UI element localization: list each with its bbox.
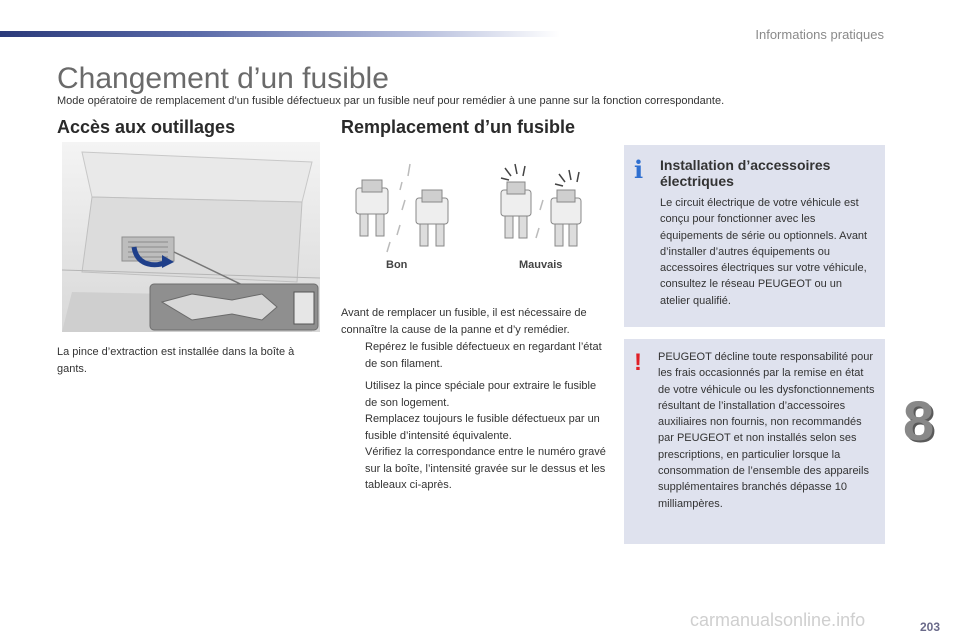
info-box-text: Le circuit électrique de votre véhicule est conçu pour fonctionner avec les équipements de série ou optionnels. Avant d’installer d’autres équipements ou accessoires électriques sur votre véhicule, consultez le réseau PEUGEOT ou un atelier qualifié.: [660, 197, 868, 307]
info-box-title: Installation d’accessoires électriques: [660, 157, 831, 189]
fuse-replacement-heading: Remplacement d’un fusible: [341, 117, 576, 137]
procedure-step-text: Utilisez la pince spéciale pour extraire le fusible de son logement.: [365, 380, 597, 409]
tools-caption: La pince d’extraction est installée dans la boîte à gants.: [57, 346, 295, 375]
tools-access-heading: Accès aux outillages: [57, 117, 236, 137]
procedure-step-text: Remplacez toujours le fusible défectueux par un fusible d’intensité équivalente.: [365, 413, 600, 442]
chapter-number: 8: [903, 389, 935, 452]
bullet-icon: [341, 444, 365, 494]
procedure-step: [341, 411, 606, 444]
page-number: 203: [919, 620, 940, 634]
glovebox-illustration: [62, 142, 320, 332]
info-icon: i: [634, 155, 644, 184]
page-subtitle: Mode opératoire de remplacement d’un fusible défectueux par un fusible neuf pour remédier à une panne sur la fonction correspondante.: [57, 95, 725, 107]
procedure-step-text: Repérez le fusible défectueux en regardant l’état de son filament.: [365, 341, 602, 370]
replacement-procedure: [341, 305, 606, 494]
procedure-intro: Avant de remplacer un fusible, il est nécessaire de connaître la cause de la panne et d’y remédier.: [341, 307, 587, 336]
procedure-step: [341, 378, 606, 411]
warning-box-text: PEUGEOT décline toute responsabilité pour les frais occasionnés par la remise en état de votre véhicule ou les dysfonctionnements résultant de l’installation d’accessoires auxiliaires non fournis, non recommandés par PEUGEOT et non installés selon ses prescriptions, en particulier lorsque la consommation de l’ensemble des appareils supplémentaires branchés dépasse 10 milliampères.: [658, 351, 875, 510]
procedure-step-text: Vérifiez la correspondance entre le numéro gravé sur la boîte, l’intensité gravée sur le dessus et les tableaux ci-après.: [365, 446, 606, 491]
header-gradient-bar: [0, 31, 560, 37]
warning-icon: !: [634, 349, 642, 376]
procedure-step: [341, 444, 606, 494]
bullet-icon: [341, 378, 365, 411]
bullet-icon: [341, 411, 365, 444]
watermark: carmanualsonline.info: [690, 610, 866, 630]
good-fuse-label: Bon: [386, 259, 408, 271]
info-box: [624, 145, 885, 327]
page-title: Changement d’un fusible: [57, 62, 389, 95]
procedure-step: [341, 339, 606, 372]
section-header: Informations pratiques: [755, 27, 884, 42]
warning-box: [624, 339, 885, 544]
good-fuse-illustration: [350, 160, 460, 255]
bad-fuse-label: Mauvais: [519, 259, 563, 271]
bullet-icon: [341, 339, 365, 372]
bad-fuse-illustration: [495, 160, 595, 255]
